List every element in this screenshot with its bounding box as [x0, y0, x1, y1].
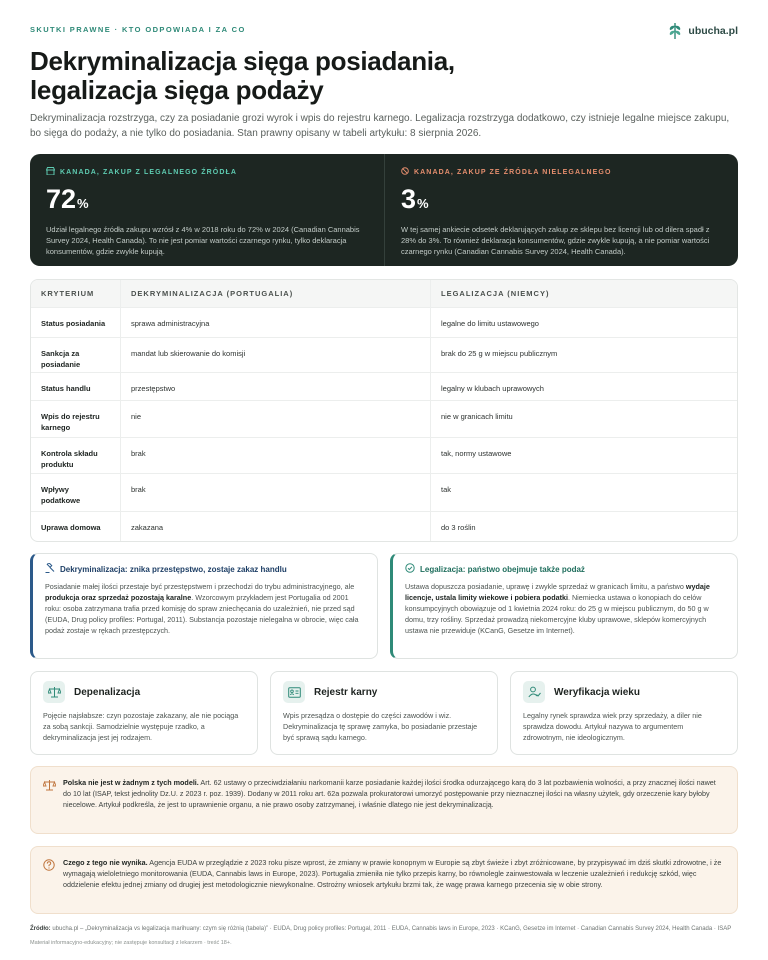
- table-cell: Wpływy podatkowe: [41, 485, 81, 505]
- lead-paragraph: Dekryminalizacja rozstrzyga, czy za posiadanie grozi wyrok i wpis do rejestru karnego. Legalizacja rozstrzyga dodatkowo, czy istnieje legalne miejsce zakupu, bo sięga do podaży, a nie tylko do posiadania. Stan prawny opisany w tabeli artykułu: 8 sierpnia 2026.: [30, 113, 730, 139]
- table-cell: Status handlu: [41, 384, 91, 393]
- note-decriminalization: [30, 553, 378, 659]
- table-cell: przestępstwo: [120, 373, 430, 400]
- table-cell: nie: [120, 401, 430, 437]
- card-body: Wpis przesądza o dostępie do części zawodów i wiz. Dekryminalizacja tę sprawę zamyka, bo posiadanie przestaje być sprawą sądu karnego.: [283, 711, 478, 742]
- table-row: [31, 400, 737, 437]
- leaf-logo-icon: [667, 22, 683, 40]
- id-card-icon: [283, 681, 305, 703]
- ban-icon: [401, 167, 409, 177]
- title-line-2: legalizacja sięga podaży: [30, 75, 324, 105]
- table-cell: mandat lub skierowanie do komisji: [120, 338, 430, 372]
- card-title: Rejestr karny: [314, 686, 378, 698]
- table-cell: tak, normy ustawowe: [430, 438, 737, 473]
- table-row: [31, 307, 737, 337]
- source-line: Źródło: ubucha.pl – „Dekryminalizacja vs legalizacja marihuany: czym się różnią (tabela)” · EUDA, Drug policy profiles: Portugal, 2011 · EUDA, Cannabis laws in Europe, 2023 · KCanG, Gesetze im Internet · Canadian Cannabis Survey 2024, Health Canada · ISAP: [30, 926, 732, 932]
- infographic: [30, 22, 738, 946]
- callout-text: Czego z tego nie wynika. Agencja EUDA w przeglądzie z 2023 roku pisze wprost, że zmiany w prawie konopnym w Europie są zbyt świeże i zbyt zróżnicowane, by przypisywać im dziś skutki zdrowotne, i że wymagają wieloletniego monitorowania (EUDA, Cannabis laws in Europe, 2023). Portugalia zmieniła nie tylko przepis karny, bo równolegle zainwestowała w leczenie uzależnień i redukcję szkód, więc oddzielenie efektu jednej zmiany od drugiej jest metodologicznie niewykonalne. Ostrożny wniosek artykułu brzmi tak, że wagę prawa karnego przecenia się w obie strony.: [63, 858, 722, 889]
- table-row: [31, 437, 737, 473]
- table-cell: Sankcja za posiadanie: [41, 349, 81, 369]
- column-header: KRYTERIUM: [41, 289, 95, 298]
- table-row: [31, 337, 737, 372]
- gavel-icon: [45, 563, 55, 575]
- store-icon: [46, 167, 55, 177]
- table-cell: Uprawa domowa: [41, 523, 101, 532]
- question-circle-icon: [43, 857, 61, 913]
- definition-notes: [30, 553, 738, 659]
- table-cell: do 3 roślin: [430, 512, 737, 541]
- disclaimer: Materiał informacyjno-edukacyjny; nie zastępuje konsultacji z lekarzem · treść 18+.: [30, 940, 232, 946]
- table-header-row: [31, 280, 737, 307]
- logo[interactable]: [667, 22, 738, 40]
- title-line-1: Dekryminalizacja sięga posiadania,: [30, 46, 455, 76]
- note-title: Dekryminalizacja: znika przestępstwo, zostaje zakaz handlu: [60, 564, 287, 574]
- stat-label: KANADA, ZAKUP Z LEGALNEGO ŹRÓDŁA: [60, 168, 238, 176]
- table-cell: zakazana: [120, 512, 430, 541]
- table-cell: sprawa administracyjna: [120, 308, 430, 337]
- stat-value: 72%: [46, 184, 89, 214]
- card-title: Depenalizacja: [74, 686, 141, 698]
- card-body: Legalny rynek sprawdza wiek przy sprzedaży, a diler nie sprawdza dowodu. Artykuł nazywa to argumentem zdrowotnym, nie ideologicznym.: [523, 711, 702, 742]
- card-age-verification: [510, 671, 738, 755]
- eyebrow: SKUTKI PRAWNE · KTO ODPOWIADA I ZA CO: [30, 25, 246, 34]
- card-criminal-record: [270, 671, 498, 755]
- note-body: Ustawa dopuszcza posiadanie, uprawę i zwykle sprzedaż w granicach limitu, a państwo wydaje licencje, ustala limity wiekowe i pobiera podatki. Niemiecka ustawa o konopiach do celów konsumpcyjnych obowiązuje od 1 kwietnia 2024 roku: do 25 g w miejscu publicznym, do 50 g w domu, trzy rośliny. Sprzedaż prowadzą niekomercyjne kluby uprawowe, sklepów komercyjnych ustawa nie przewiduje (KCanG, Gesetze im Internet).: [405, 582, 710, 635]
- table-cell: legalne do limitu ustawowego: [430, 308, 737, 337]
- table-cell: brak: [120, 474, 430, 511]
- table-cell: Status posiadania: [41, 319, 106, 328]
- stat-label: KANADA, ZAKUP ZE ŹRÓDŁA NIELEGALNEGO: [414, 168, 612, 176]
- check-circle-icon: [405, 563, 415, 575]
- comparison-table: [30, 279, 738, 542]
- stat-value: 3%: [401, 184, 429, 214]
- table-cell: Kontrola składu produktu: [41, 449, 98, 469]
- callout-poland: [30, 766, 738, 834]
- table-cell: Wpis do rejestru karnego: [41, 412, 100, 432]
- card-depenalization: [30, 671, 258, 755]
- table-row: [31, 511, 737, 541]
- user-check-icon: [523, 681, 545, 703]
- table-cell: nie w granicach limitu: [430, 401, 737, 437]
- table-cell: legalny w klubach uprawowych: [430, 373, 737, 400]
- callout-text: Polska nie jest w żadnym z tych modeli. Art. 62 ustawy o przeciwdziałaniu narkomanii karze posiadanie każdej ilości środka odurzającego karą do 3 lat pozbawienia wolności, a przy znacznej ilości nawet do 10 lat (ISAP, tekst jednolity Dz.U. z 2023 r. poz. 1939). Dodany w 2011 roku art. 62a pozwala prokuratorowi umorzyć postępowanie przy nieznacznej ilości na własny użytek, gdy orzeczenie kary byłoby niecelowe. Artykuł podkreśla, że jest to uprawnienie organu, a nie prawo osoby zatrzymanej, i właśnie dlatego nie jest dekryminalizacją.: [63, 778, 716, 809]
- scales-icon: [43, 777, 61, 833]
- page-title: [30, 47, 738, 105]
- scales-icon: [43, 681, 65, 703]
- column-header: DEKRYMINALIZACJA (PORTUGALIA): [120, 280, 430, 307]
- table-cell: brak do 25 g w miejscu publicznym: [430, 338, 737, 372]
- table-row: [31, 473, 737, 511]
- stat-description: W tej samej ankiecie odsetek deklarujących zakup ze sklepu bez licencji lub od dilera spadł z 28% do 3%. To również deklaracja konsumentów, gdzie zwykle kupują, a nie pomiar wartości czarnego rynku (Canadian Cannabis Survey 2024, Health Canada).: [401, 225, 710, 256]
- table-cell: tak: [430, 474, 737, 511]
- stat-description: Udział legalnego źródła zakupu wzrósł z 4% w 2018 roku do 72% w 2024 (Canadian Cannabis Survey 2024, Health Canada). To nie jest pomiar wartości czarnego rynku, tylko deklaracja konsumentów, gdzie zwykle kupują.: [46, 225, 360, 256]
- stats-panel: [30, 154, 738, 266]
- stat-illegal-source: [384, 154, 739, 266]
- top-bar: [30, 22, 738, 40]
- stat-legal-source: [30, 154, 384, 266]
- table-row: [31, 372, 737, 400]
- note-title: Legalizacja: państwo obejmuje także podaż: [420, 564, 585, 574]
- note-legalization: [390, 553, 738, 659]
- note-body: Posiadanie małej ilości przestaje być przestępstwem i przechodzi do trybu administracyjnego, ale produkcja oraz sprzedaż pozostają karalne. Wzorcowym przykładem jest Portugalia od 2001 roku: osoba zatrzymana trafia przed komisję do spraw zniechęcania do uzależnień, nie przed sąd (EUDA, Drug policy profiles: Portugal, 2011). Substancja pozostaje nielegalna w obrocie, więc cała podaż zostaje w rękach przestępczych.: [45, 582, 359, 635]
- logo-text: ubucha.pl: [688, 25, 738, 37]
- card-body: Pojęcie najsłabsze: czyn pozostaje zakazany, ale nie pociąga za sobą sankcji. Samodzielnie występuje rzadko, a dekryminalizacja jest jej rodzajem.: [43, 711, 239, 742]
- callout-caveat: [30, 846, 738, 914]
- table-cell: brak: [120, 438, 430, 473]
- card-title: Weryfikacja wieku: [554, 686, 640, 698]
- concept-cards: [30, 671, 738, 755]
- column-header: LEGALIZACJA (NIEMCY): [430, 280, 737, 307]
